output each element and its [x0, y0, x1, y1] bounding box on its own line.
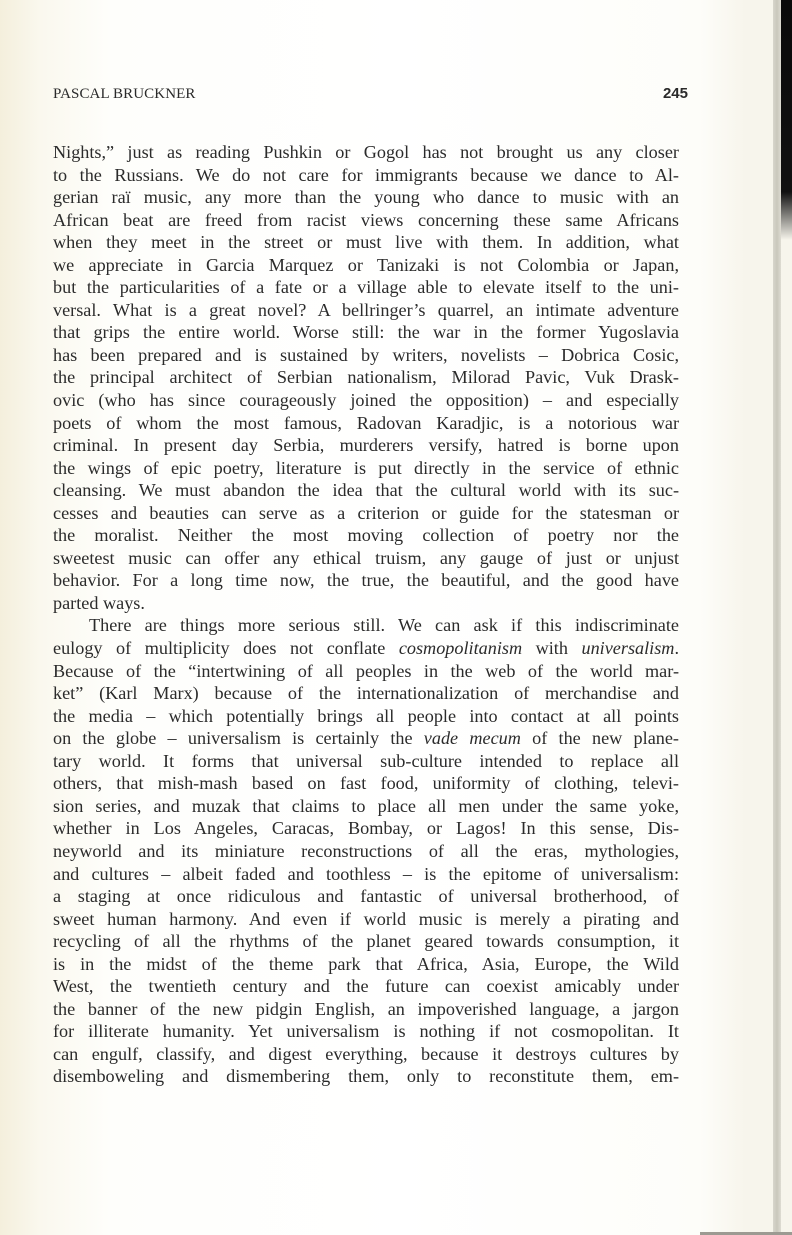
text-line: West, the twentieth century and the future can coexist amicably under [53, 976, 679, 997]
running-head-author: PASCAL BRUCKNER [53, 86, 196, 102]
text-line: the principal architect of Serbian nationalism, Milorad Pavic, Vuk Drask- [53, 367, 679, 388]
text-line: a staging at once ridiculous and fantastic of universal brotherhood, of [53, 886, 679, 907]
text-line: eulogy of multiplicity does not conflate cosmopolitanism with universalism. [53, 638, 679, 659]
text-line: whether in Los Angeles, Caracas, Bombay, or Lagos! In this sense, Dis- [53, 818, 679, 839]
text-line: the moralist. Neither the most moving collection of poetry nor the [53, 525, 679, 546]
text-line: Nights,” just as reading Pushkin or Gogol has not brought us any closer [53, 142, 679, 162]
italic-term: vade mecum [423, 728, 521, 749]
text-line: sweet human harmony. And even if world music is merely a pirating and [53, 908, 679, 929]
text-line: the banner of the new pidgin English, an impoverished language, a jargon [53, 998, 679, 1019]
text-line: parted ways. [53, 592, 145, 613]
scan-border [781, 0, 792, 240]
text-line: recycling of all the rhythms of the planet geared towards consumption, it [53, 931, 679, 952]
text-line: disemboweling and dismembering them, only to reconstitute them, em- [53, 1066, 679, 1087]
text-line: criminal. In present day Serbia, murderers versify, hatred is borne upon [53, 435, 679, 456]
body-text [53, 141, 679, 1088]
text-line: gerian raï music, any more than the young who dance to music with an [53, 187, 679, 208]
text-line: the wings of epic poetry, literature is put directly in the service of ethnic [53, 457, 679, 478]
italic-term: universalism [581, 638, 675, 659]
italic-term: cosmopolitanism [398, 638, 523, 659]
text-line: others, that mish-mash based on fast food, uniformity of clothing, televi- [53, 773, 679, 794]
text-line: There are things more serious still. We can ask if this indiscriminate [89, 615, 679, 636]
text-line: can engulf, classify, and digest everything, because it destroys cultures by [53, 1043, 679, 1064]
text-line: when they meet in the street or must live with them. In addition, what [53, 232, 679, 253]
text-line: the media – which potentially brings all people into contact at all points [53, 705, 679, 726]
text-line: cleansing. We must abandon the idea that the cultural world with its suc- [53, 480, 679, 501]
paragraph [53, 141, 679, 614]
text-line: tary world. It forms that universal sub-culture intended to replace all [53, 750, 679, 771]
text-line: is in the midst of the theme park that Africa, Asia, Europe, the Wild [53, 953, 679, 974]
text-line: sweetest music can offer any ethical truism, any gauge of just or unjust [53, 547, 679, 568]
page-number: 245 [662, 85, 688, 102]
text-line: but the particularities of a fate or a village able to elevate itself to the uni- [53, 277, 679, 298]
text-line: poets of whom the most famous, Radovan Karadjic, is a notorious war [53, 412, 679, 433]
text-line: neyworld and its miniature reconstructions of all the eras, mythologies, [53, 840, 679, 861]
text-line: on the globe – universalism is certainly the vade mecum of the new plane- [53, 728, 679, 749]
running-head [53, 86, 688, 110]
text-line: Because of the “intertwining of all peoples in the web of the world mar- [53, 660, 679, 681]
text-line: and cultures – albeit faded and toothless – is the epitome of universalism: [53, 863, 679, 884]
text-line: to the Russians. We do not care for immigrants because we dance to Al- [53, 164, 679, 185]
text-line: sion series, and muzak that claims to place all men under the same yoke, [53, 795, 679, 816]
page-edge [773, 0, 781, 1235]
text-line: we appreciate in Garcia Marquez or Tanizaki is not Colombia or Japan, [53, 254, 679, 275]
text-line: African beat are freed from racist views concerning these same Africans [53, 209, 679, 230]
text-line: behavior. For a long time now, the true, the beautiful, and the good have [53, 570, 679, 591]
text-line: that grips the entire world. Worse still: the war in the former Yugoslavia [53, 322, 679, 343]
paragraph [53, 614, 679, 1087]
text-line: ovic (who has since courageously joined the opposition) – and especially [53, 390, 679, 411]
text-line: cesses and beauties can serve as a criterion or guide for the statesman or [53, 502, 679, 523]
text-line: has been prepared and is sustained by writers, novelists – Dobrica Cosic, [53, 344, 679, 365]
text-line: ket” (Karl Marx) because of the internationalization of merchandise and [53, 683, 679, 704]
text-line: versal. What is a great novel? A bellringer’s quarrel, an intimate adventure [53, 299, 679, 320]
text-line: for illiterate humanity. Yet universalism is nothing if not cosmopolitan. It [53, 1021, 679, 1042]
